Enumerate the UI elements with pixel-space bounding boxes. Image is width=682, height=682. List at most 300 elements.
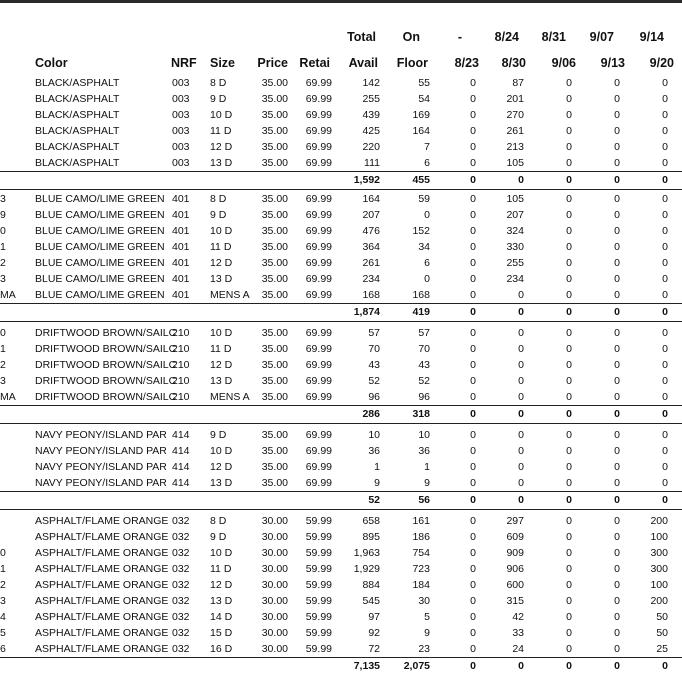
cell-w5: 50 <box>656 611 668 623</box>
header-floor: Floor <box>396 56 428 70</box>
cell-retail: 69.99 <box>305 225 332 237</box>
cell-w5: 0 <box>662 241 668 253</box>
cell-w2: 906 <box>506 563 524 575</box>
cell-w5: 0 <box>662 93 668 105</box>
group-separator <box>0 509 682 510</box>
cell-w4: 0 <box>614 289 620 301</box>
cell-retail: 59.99 <box>305 579 332 591</box>
cell-avail: 425 <box>362 125 380 137</box>
cell-price: 35.00 <box>261 209 288 221</box>
cell-color: ASPHALT/FLAME ORANGE <box>35 643 169 655</box>
cell-color: BLACK/ASPHALT <box>35 125 120 137</box>
cell-nrf: 032 <box>172 547 190 559</box>
cell-w2: 42 <box>512 611 524 623</box>
cell-w5: 300 <box>650 563 668 575</box>
cell-retail: 69.99 <box>305 193 332 205</box>
cell-w2: 0 <box>518 375 524 387</box>
row-fragment: 0 <box>0 327 6 339</box>
cell-nrf: 414 <box>172 429 190 441</box>
cell-floor: 161 <box>412 515 430 527</box>
cell-nrf: 210 <box>172 391 190 403</box>
cell-floor: 10 <box>418 429 430 441</box>
cell-w1: 0 <box>470 241 476 253</box>
header-week5-start: 9/14 <box>639 30 664 44</box>
cell-price: 35.00 <box>261 109 288 121</box>
row-fragment: 9 <box>0 209 6 221</box>
cell-w3: 0 <box>566 391 572 403</box>
cell-size: 15 D <box>210 627 233 639</box>
cell-avail: 70 <box>368 343 380 355</box>
cell-w2: 0 <box>518 461 524 473</box>
total-w5: 0 <box>662 494 668 506</box>
total-w3: 0 <box>566 306 572 318</box>
cell-w5: 0 <box>662 391 668 403</box>
cell-avail: 364 <box>362 241 380 253</box>
cell-nrf: 210 <box>172 327 190 339</box>
cell-size: 11 D <box>210 125 232 137</box>
cell-retail: 69.99 <box>305 289 332 301</box>
cell-w4: 0 <box>614 157 620 169</box>
cell-size: MENS A <box>210 289 250 301</box>
cell-w4: 0 <box>614 77 620 89</box>
row-fragment: MA <box>0 289 16 301</box>
cell-size: 12 D <box>210 359 233 371</box>
cell-w3: 0 <box>566 273 572 285</box>
cell-floor: 186 <box>412 531 430 543</box>
cell-floor: 57 <box>418 327 430 339</box>
cell-w1: 0 <box>470 141 476 153</box>
cell-avail: 142 <box>362 77 380 89</box>
cell-w3: 0 <box>566 375 572 387</box>
cell-nrf: 401 <box>172 225 190 237</box>
cell-w2: 261 <box>506 125 524 137</box>
cell-w5: 0 <box>662 289 668 301</box>
cell-price: 35.00 <box>261 257 288 269</box>
row-fragment: 3 <box>0 273 6 285</box>
cell-w1: 0 <box>470 643 476 655</box>
cell-price: 30.00 <box>261 547 288 559</box>
cell-w4: 0 <box>614 273 620 285</box>
cell-price: 35.00 <box>261 429 288 441</box>
total-w5: 0 <box>662 408 668 420</box>
cell-w4: 0 <box>614 429 620 441</box>
cell-w2: 87 <box>512 77 524 89</box>
cell-w5: 0 <box>662 125 668 137</box>
group-separator <box>0 423 682 424</box>
cell-w1: 0 <box>470 359 476 371</box>
cell-color: BLUE CAMO/LIME GREEN <box>35 289 165 301</box>
total-w3: 0 <box>566 408 572 420</box>
cell-w4: 0 <box>614 125 620 137</box>
header-retail: Retai <box>299 56 330 70</box>
header-on: On <box>402 30 420 44</box>
cell-size: 13 D <box>210 595 233 607</box>
cell-w5: 0 <box>662 141 668 153</box>
cell-avail: 884 <box>362 579 380 591</box>
cell-retail: 59.99 <box>305 627 332 639</box>
cell-color: BLUE CAMO/LIME GREEN <box>35 241 165 253</box>
cell-retail: 69.99 <box>305 77 332 89</box>
cell-nrf: 401 <box>172 209 190 221</box>
total-w1: 0 <box>470 306 476 318</box>
cell-w3: 0 <box>566 627 572 639</box>
cell-w2: 0 <box>518 327 524 339</box>
cell-w2: 0 <box>518 359 524 371</box>
cell-avail: 92 <box>368 627 380 639</box>
cell-color: ASPHALT/FLAME ORANGE <box>35 595 169 607</box>
cell-retail: 69.99 <box>305 157 332 169</box>
cell-w2: 330 <box>506 241 524 253</box>
cell-size: 12 D <box>210 257 233 269</box>
cell-w5: 0 <box>662 157 668 169</box>
cell-retail: 69.99 <box>305 93 332 105</box>
cell-w5: 0 <box>662 445 668 457</box>
total-w2: 0 <box>518 494 524 506</box>
header-week1: 8/23 <box>454 56 479 70</box>
cell-w3: 0 <box>566 643 572 655</box>
cell-w3: 0 <box>566 209 572 221</box>
cell-w1: 0 <box>470 547 476 559</box>
cell-floor: 70 <box>418 343 430 355</box>
cell-w5: 0 <box>662 257 668 269</box>
cell-avail: 439 <box>362 109 380 121</box>
total-w4: 0 <box>614 174 620 186</box>
row-fragment: 0 <box>0 547 6 559</box>
cell-w5: 200 <box>650 515 668 527</box>
cell-nrf: 003 <box>172 141 190 153</box>
cell-price: 35.00 <box>261 241 288 253</box>
cell-nrf: 032 <box>172 627 190 639</box>
cell-avail: 52 <box>368 375 380 387</box>
total-avail: 52 <box>368 494 380 506</box>
cell-nrf: 032 <box>172 579 190 591</box>
cell-retail: 69.99 <box>305 327 332 339</box>
cell-color: BLACK/ASPHALT <box>35 141 120 153</box>
cell-retail: 69.99 <box>305 241 332 253</box>
cell-w2: 0 <box>518 289 524 301</box>
cell-nrf: 401 <box>172 289 190 301</box>
cell-w3: 0 <box>566 547 572 559</box>
total-w2: 0 <box>518 408 524 420</box>
cell-w5: 0 <box>662 429 668 441</box>
cell-floor: 54 <box>418 93 430 105</box>
cell-w5: 25 <box>656 643 668 655</box>
cell-size: 9 D <box>210 531 227 543</box>
cell-price: 35.00 <box>261 461 288 473</box>
cell-price: 35.00 <box>261 445 288 457</box>
cell-price: 30.00 <box>261 579 288 591</box>
cell-color: BLUE CAMO/LIME GREEN <box>35 257 165 269</box>
cell-retail: 69.99 <box>305 391 332 403</box>
total-w3: 0 <box>566 660 572 672</box>
cell-retail: 69.99 <box>305 375 332 387</box>
cell-color: NAVY PEONY/ISLAND PAR <box>35 445 167 457</box>
cell-w4: 0 <box>614 359 620 371</box>
row-fragment: MA <box>0 391 16 403</box>
cell-floor: 169 <box>412 109 430 121</box>
cell-nrf: 032 <box>172 563 190 575</box>
total-w5: 0 <box>662 174 668 186</box>
cell-w3: 0 <box>566 477 572 489</box>
cell-w2: 315 <box>506 595 524 607</box>
cell-size: 14 D <box>210 611 233 623</box>
total-w5: 0 <box>662 660 668 672</box>
cell-w4: 0 <box>614 579 620 591</box>
cell-floor: 168 <box>412 289 430 301</box>
header-week3: 9/06 <box>551 56 576 70</box>
cell-w3: 0 <box>566 343 572 355</box>
cell-w5: 0 <box>662 359 668 371</box>
cell-w1: 0 <box>470 93 476 105</box>
total-w1: 0 <box>470 174 476 186</box>
cell-avail: 220 <box>362 141 380 153</box>
cell-price: 35.00 <box>261 391 288 403</box>
cell-floor: 30 <box>418 595 430 607</box>
cell-w4: 0 <box>614 391 620 403</box>
cell-w3: 0 <box>566 461 572 473</box>
row-fragment: 3 <box>0 595 6 607</box>
cell-size: 13 D <box>210 273 233 285</box>
cell-w1: 0 <box>470 109 476 121</box>
cell-w2: 0 <box>518 343 524 355</box>
cell-price: 30.00 <box>261 627 288 639</box>
cell-size: 10 D <box>210 225 233 237</box>
cell-size: 8 D <box>210 515 227 527</box>
total-avail: 7,135 <box>353 660 380 672</box>
total-w2: 0 <box>518 174 524 186</box>
cell-price: 35.00 <box>261 359 288 371</box>
cell-w1: 0 <box>470 125 476 137</box>
cell-w2: 105 <box>506 193 524 205</box>
cell-price: 35.00 <box>261 327 288 339</box>
cell-w3: 0 <box>566 241 572 253</box>
total-w4: 0 <box>614 660 620 672</box>
total-w4: 0 <box>614 306 620 318</box>
total-w1: 0 <box>470 660 476 672</box>
cell-nrf: 210 <box>172 375 190 387</box>
cell-price: 35.00 <box>261 193 288 205</box>
cell-avail: 658 <box>362 515 380 527</box>
cell-floor: 754 <box>412 547 430 559</box>
cell-w2: 600 <box>506 579 524 591</box>
cell-color: NAVY PEONY/ISLAND PAR <box>35 429 167 441</box>
group-separator <box>0 657 682 658</box>
cell-avail: 1,963 <box>353 547 380 559</box>
cell-floor: 152 <box>412 225 430 237</box>
cell-nrf: 401 <box>172 273 190 285</box>
group-separator <box>0 321 682 322</box>
cell-w4: 0 <box>614 141 620 153</box>
cell-retail: 69.99 <box>305 477 332 489</box>
cell-avail: 476 <box>362 225 380 237</box>
cell-w2: 207 <box>506 209 524 221</box>
cell-size: 11 D <box>210 343 232 355</box>
total-avail: 1,874 <box>353 306 380 318</box>
cell-w2: 297 <box>506 515 524 527</box>
cell-w1: 0 <box>470 391 476 403</box>
cell-w1: 0 <box>470 343 476 355</box>
cell-nrf: 032 <box>172 595 190 607</box>
cell-retail: 59.99 <box>305 611 332 623</box>
cell-w4: 0 <box>614 241 620 253</box>
cell-color: BLUE CAMO/LIME GREEN <box>35 193 165 205</box>
cell-w1: 0 <box>470 289 476 301</box>
cell-size: 9 D <box>210 429 227 441</box>
total-w1: 0 <box>470 494 476 506</box>
cell-w3: 0 <box>566 225 572 237</box>
cell-floor: 1 <box>424 461 430 473</box>
header-avail: Avail <box>348 56 378 70</box>
total-w4: 0 <box>614 408 620 420</box>
cell-w1: 0 <box>470 375 476 387</box>
cell-retail: 69.99 <box>305 359 332 371</box>
cell-retail: 59.99 <box>305 595 332 607</box>
cell-w2: 0 <box>518 429 524 441</box>
cell-w2: 270 <box>506 109 524 121</box>
cell-retail: 69.99 <box>305 125 332 137</box>
cell-size: 11 D <box>210 241 232 253</box>
cell-retail: 59.99 <box>305 531 332 543</box>
header-dash: - <box>457 30 462 44</box>
cell-floor: 723 <box>412 563 430 575</box>
cell-w1: 0 <box>470 563 476 575</box>
cell-w1: 0 <box>470 595 476 607</box>
cell-w5: 0 <box>662 193 668 205</box>
cell-w4: 0 <box>614 93 620 105</box>
cell-floor: 0 <box>424 209 430 221</box>
cell-w4: 0 <box>614 109 620 121</box>
group-separator <box>0 405 682 406</box>
cell-color: ASPHALT/FLAME ORANGE <box>35 579 169 591</box>
cell-w5: 0 <box>662 109 668 121</box>
cell-nrf: 032 <box>172 611 190 623</box>
cell-w5: 0 <box>662 273 668 285</box>
cell-w1: 0 <box>470 209 476 221</box>
cell-color: DRIFTWOOD BROWN/SAILC <box>35 327 177 339</box>
cell-price: 30.00 <box>261 595 288 607</box>
window-top-border <box>0 0 682 3</box>
cell-size: 9 D <box>210 93 227 105</box>
cell-price: 30.00 <box>261 531 288 543</box>
cell-w1: 0 <box>470 515 476 527</box>
cell-w5: 50 <box>656 627 668 639</box>
cell-price: 35.00 <box>261 273 288 285</box>
cell-w4: 0 <box>614 531 620 543</box>
cell-price: 30.00 <box>261 515 288 527</box>
cell-w3: 0 <box>566 257 572 269</box>
cell-avail: 255 <box>362 93 380 105</box>
cell-w1: 0 <box>470 273 476 285</box>
cell-color: ASPHALT/FLAME ORANGE <box>35 515 169 527</box>
cell-size: MENS A <box>210 391 250 403</box>
cell-w2: 105 <box>506 157 524 169</box>
cell-size: 11 D <box>210 563 232 575</box>
cell-avail: 545 <box>362 595 380 607</box>
cell-avail: 168 <box>362 289 380 301</box>
cell-w4: 0 <box>614 209 620 221</box>
cell-size: 10 D <box>210 109 233 121</box>
cell-w1: 0 <box>470 257 476 269</box>
cell-avail: 96 <box>368 391 380 403</box>
cell-avail: 895 <box>362 531 380 543</box>
group-separator <box>0 491 682 492</box>
cell-w5: 0 <box>662 477 668 489</box>
header-color: Color <box>35 56 68 70</box>
cell-avail: 9 <box>374 477 380 489</box>
cell-avail: 207 <box>362 209 380 221</box>
row-fragment: 1 <box>0 241 6 253</box>
cell-w4: 0 <box>614 461 620 473</box>
cell-nrf: 003 <box>172 93 190 105</box>
header-week3-start: 8/31 <box>541 30 566 44</box>
cell-w4: 0 <box>614 477 620 489</box>
cell-avail: 164 <box>362 193 380 205</box>
cell-w2: 0 <box>518 391 524 403</box>
cell-w1: 0 <box>470 429 476 441</box>
header-week5: 9/20 <box>649 56 674 70</box>
cell-color: NAVY PEONY/ISLAND PAR <box>35 461 167 473</box>
cell-avail: 234 <box>362 273 380 285</box>
cell-price: 35.00 <box>261 157 288 169</box>
cell-nrf: 401 <box>172 193 190 205</box>
cell-floor: 5 <box>424 611 430 623</box>
cell-retail: 69.99 <box>305 273 332 285</box>
total-floor: 318 <box>412 408 430 420</box>
cell-floor: 55 <box>418 77 430 89</box>
header-week4-start: 9/07 <box>589 30 614 44</box>
cell-avail: 261 <box>362 257 380 269</box>
group-separator <box>0 189 682 190</box>
cell-nrf: 210 <box>172 343 190 355</box>
cell-color: ASPHALT/FLAME ORANGE <box>35 547 169 559</box>
cell-retail: 69.99 <box>305 461 332 473</box>
cell-w3: 0 <box>566 93 572 105</box>
cell-floor: 7 <box>424 141 430 153</box>
cell-floor: 9 <box>424 477 430 489</box>
cell-size: 13 D <box>210 375 233 387</box>
cell-w5: 0 <box>662 327 668 339</box>
cell-w4: 0 <box>614 327 620 339</box>
total-floor: 2,075 <box>403 660 430 672</box>
cell-floor: 96 <box>418 391 430 403</box>
total-w2: 0 <box>518 306 524 318</box>
total-w3: 0 <box>566 174 572 186</box>
cell-w1: 0 <box>470 627 476 639</box>
total-floor: 56 <box>418 494 430 506</box>
cell-w5: 300 <box>650 547 668 559</box>
cell-w1: 0 <box>470 77 476 89</box>
cell-nrf: 003 <box>172 125 190 137</box>
cell-color: ASPHALT/FLAME ORANGE <box>35 563 169 575</box>
cell-color: ASPHALT/FLAME ORANGE <box>35 627 169 639</box>
cell-w4: 0 <box>614 627 620 639</box>
cell-w3: 0 <box>566 611 572 623</box>
header-nrf: NRF <box>171 56 197 70</box>
cell-size: 10 D <box>210 327 233 339</box>
header-size: Size <box>210 56 236 70</box>
cell-w5: 0 <box>662 461 668 473</box>
cell-retail: 59.99 <box>305 563 332 575</box>
total-w2: 0 <box>518 660 524 672</box>
cell-floor: 23 <box>418 643 430 655</box>
cell-w1: 0 <box>470 579 476 591</box>
cell-nrf: 401 <box>172 257 190 269</box>
header-week4: 9/13 <box>600 56 625 70</box>
cell-size: 10 D <box>210 445 233 457</box>
cell-color: BLUE CAMO/LIME GREEN <box>35 225 165 237</box>
cell-size: 12 D <box>210 141 233 153</box>
cell-nrf: 401 <box>172 241 190 253</box>
